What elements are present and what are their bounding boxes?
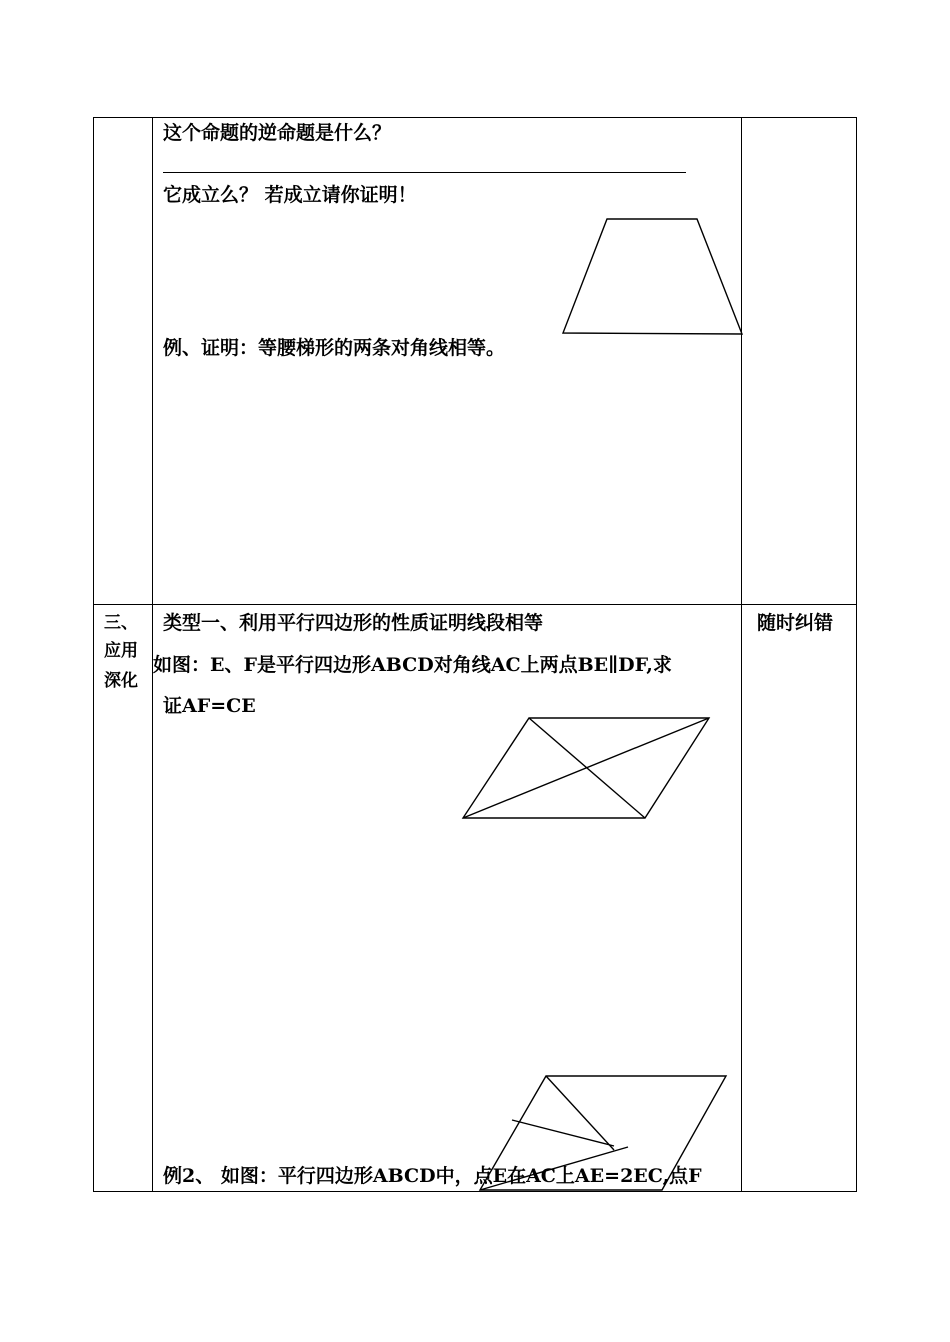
segment-be bbox=[529, 718, 645, 818]
trapezoid-shape bbox=[563, 219, 742, 334]
isosceles-trapezoid-figure bbox=[555, 212, 750, 342]
proof-prompt: 它成立么？ 若成立请你证明！ bbox=[163, 184, 417, 206]
diagonal bbox=[546, 1076, 614, 1150]
type-one-title: 类型一、利用平行四边形的性质证明线段相等 bbox=[163, 612, 544, 634]
converse-question: 这个命题的逆命题是什么？ bbox=[163, 122, 392, 144]
row-divider bbox=[93, 604, 857, 605]
example-two-statement: 例2、 如图：平行四边形ABCD中，点E在AC上AE=2EC,点F bbox=[163, 1165, 702, 1187]
problem-statement-line2: 证AF=CE bbox=[163, 695, 256, 717]
teacher-note: 随时纠错 bbox=[757, 612, 834, 634]
parallelogram-figure-1 bbox=[455, 710, 720, 828]
problem-statement-line1: 如图：E、F是平行四边形ABCD对角线AC上两点BE∥DF,求 bbox=[153, 654, 672, 676]
section-label-deepen: 深化 bbox=[104, 671, 138, 691]
answer-line bbox=[163, 172, 686, 173]
section-number: 三、 bbox=[104, 613, 138, 633]
example-statement: 例、证明：等腰梯形的两条对角线相等。 bbox=[163, 337, 506, 359]
section-label-apply: 应用 bbox=[104, 641, 138, 661]
